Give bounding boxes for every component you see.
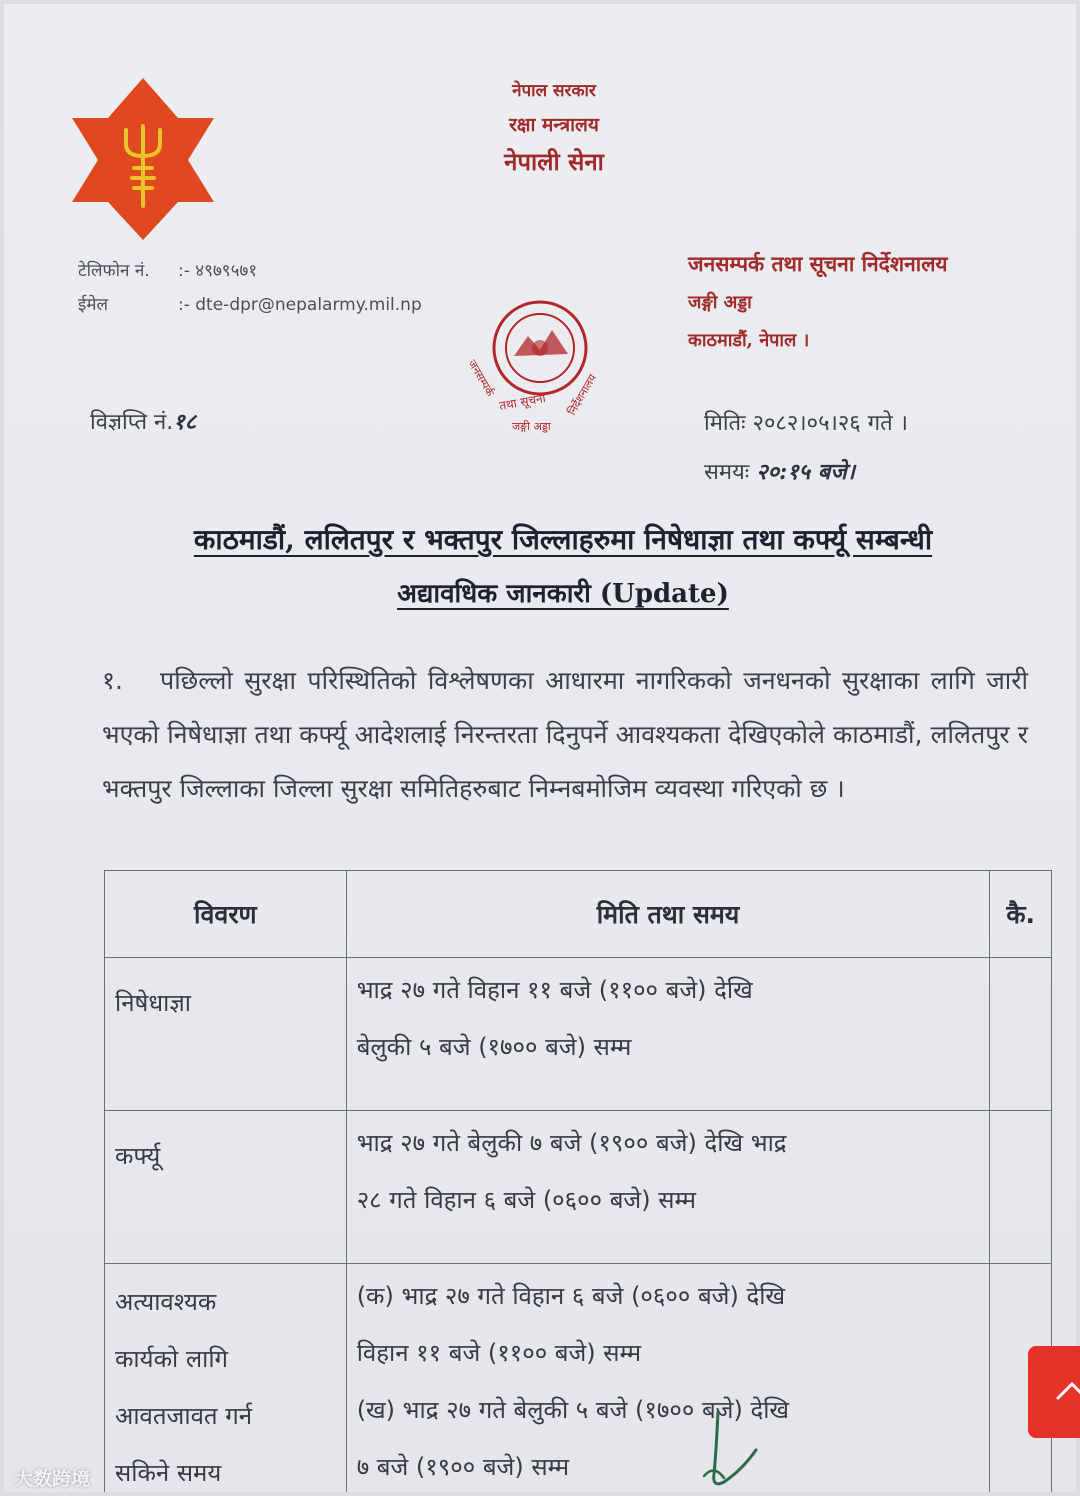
scroll-to-top-button[interactable] — [1028, 1346, 1080, 1438]
header-remarks: कै. — [990, 871, 1052, 958]
label-line: अत्यावश्यक — [115, 1288, 217, 1316]
label-line: सकिने समय — [115, 1459, 222, 1487]
time-line: २८ गते विहान ६ बजे (०६०० बजे) सम्म — [356, 1186, 696, 1214]
row-time-cell — [346, 958, 990, 1111]
ministry-line: रक्षा मन्त्रालय — [509, 114, 599, 136]
label-line: आवतजावत गर्न — [115, 1402, 253, 1430]
table-row — [105, 1111, 1052, 1264]
title-line-2: अद्यावधिक जानकारी (Update) — [397, 579, 729, 609]
directorate-place: जङ्गी अड्डा — [688, 292, 752, 313]
table-row — [105, 1264, 1052, 1493]
time-line: (ख) भाद्र २७ गते बेलुकी ५ बजे (१७०० बजे) देखि — [356, 1396, 790, 1424]
date-row — [704, 400, 908, 448]
schedule-table — [104, 870, 1052, 1492]
title-line-1: काठमाडौं, ललितपुर र भक्तपुर जिल्लाहरुमा निषेधाज्ञा तथा कर्फ्यू सम्बन्धी — [193, 523, 933, 556]
body-paragraph — [102, 654, 1028, 816]
row-time-cell — [346, 1264, 990, 1493]
nepal-army-emblem-icon — [70, 78, 216, 240]
directorate-seal-stamp — [456, 296, 618, 438]
time-line: (क) भाद्र २७ गते विहान ६ बजे (०६०० बजे) देखि — [356, 1282, 786, 1310]
time-row — [704, 448, 908, 497]
letterhead — [444, 78, 664, 178]
document-title — [94, 520, 1032, 610]
time-line: ७ बजे (१९०० बजे) सम्म — [356, 1453, 570, 1481]
phone-value: :- ४९७९५७१ — [178, 261, 258, 281]
seal-text-bottom: तथा सूचना — [498, 391, 547, 413]
seal-text-left: जनसम्पर्क — [465, 357, 497, 399]
email-value: :- dte-dpr@nepalarmy.mil.np — [178, 295, 422, 315]
row-label-essential-travel — [105, 1264, 347, 1493]
time-line: भाद्र २७ गते विहान ११ बजे (११०० बजे) देखि — [356, 976, 753, 1004]
date-time-block — [704, 400, 908, 497]
time-value: २०:१५ बजे। — [756, 459, 855, 485]
time-line: भाद्र २७ गते बेलुकी ७ बजे (१९०० बजे) देखि भाद्र — [356, 1129, 787, 1157]
header-date-time: मिति तथा समय — [346, 871, 990, 958]
notice-number — [90, 406, 196, 436]
notice-label: विज्ञप्ति नं. — [90, 410, 174, 435]
directorate-address — [688, 250, 948, 352]
email-row — [78, 288, 422, 322]
watermark-text: 大数跨境 — [14, 1468, 91, 1490]
row-label-curfew: कर्फ्यू — [105, 1111, 347, 1264]
document-page — [4, 4, 1076, 1492]
row-label-prohibitory: निषेधाज्ञा — [105, 958, 347, 1111]
row-time-cell — [346, 1111, 990, 1264]
seal-text-right: निर्देशनालय — [565, 371, 600, 418]
chevron-up-icon — [1028, 1346, 1080, 1438]
directorate-name: जनसम्पर्क तथा सूचना निर्देशनालय — [688, 251, 948, 276]
phone-label: टेलिफोन नं. — [78, 261, 150, 281]
table-row — [105, 958, 1052, 1111]
time-line: विहान ११ बजे (११०० बजे) सम्म — [356, 1339, 642, 1367]
paragraph-text: पछिल्लो सुरक्षा परिस्थितिको विश्लेषणका आधारमा नागरिकको जनधनको सुरक्षाका लागि जारी भएको निषेधाज्ञा तथा कर्फ्यू आदेशलाई निरन्तरता दिनुपर्ने आवश्यकता देखिएकोले काठमाडौं, ललितपुर र भक्तपुर जिल्लाका जिल्ला सुरक्षा समितिहरुबाट निम्नबमोजिम व्यवस्था गरिएको छ । — [102, 666, 1028, 803]
header-description: विवरण — [105, 871, 347, 958]
date-label: मितिः — [704, 411, 746, 436]
paragraph-number: १. — [102, 666, 123, 695]
contact-info — [78, 254, 422, 322]
date-value: २०८२।०५।२६ गते । — [752, 411, 908, 436]
email-label: ईमेल — [78, 295, 109, 315]
notice-number-value: १८ — [173, 409, 197, 435]
row-remarks-cell — [990, 958, 1052, 1111]
signature-mark — [694, 1404, 764, 1492]
army-line: नेपाली सेना — [504, 147, 604, 176]
phone-row — [78, 254, 422, 288]
time-line: बेलुकी ५ बजे (१७०० बजे) सम्म — [356, 1033, 632, 1061]
directorate-city: काठमाडौं, नेपाल । — [688, 330, 810, 351]
label-line: कार्यको लागि — [115, 1345, 229, 1373]
table-header-row — [105, 871, 1052, 958]
seal-text-base: जङ्गी अड्डा — [512, 420, 551, 433]
government-line: नेपाल सरकार — [512, 81, 596, 101]
time-label: समयः — [704, 460, 750, 485]
row-remarks-cell — [990, 1111, 1052, 1264]
